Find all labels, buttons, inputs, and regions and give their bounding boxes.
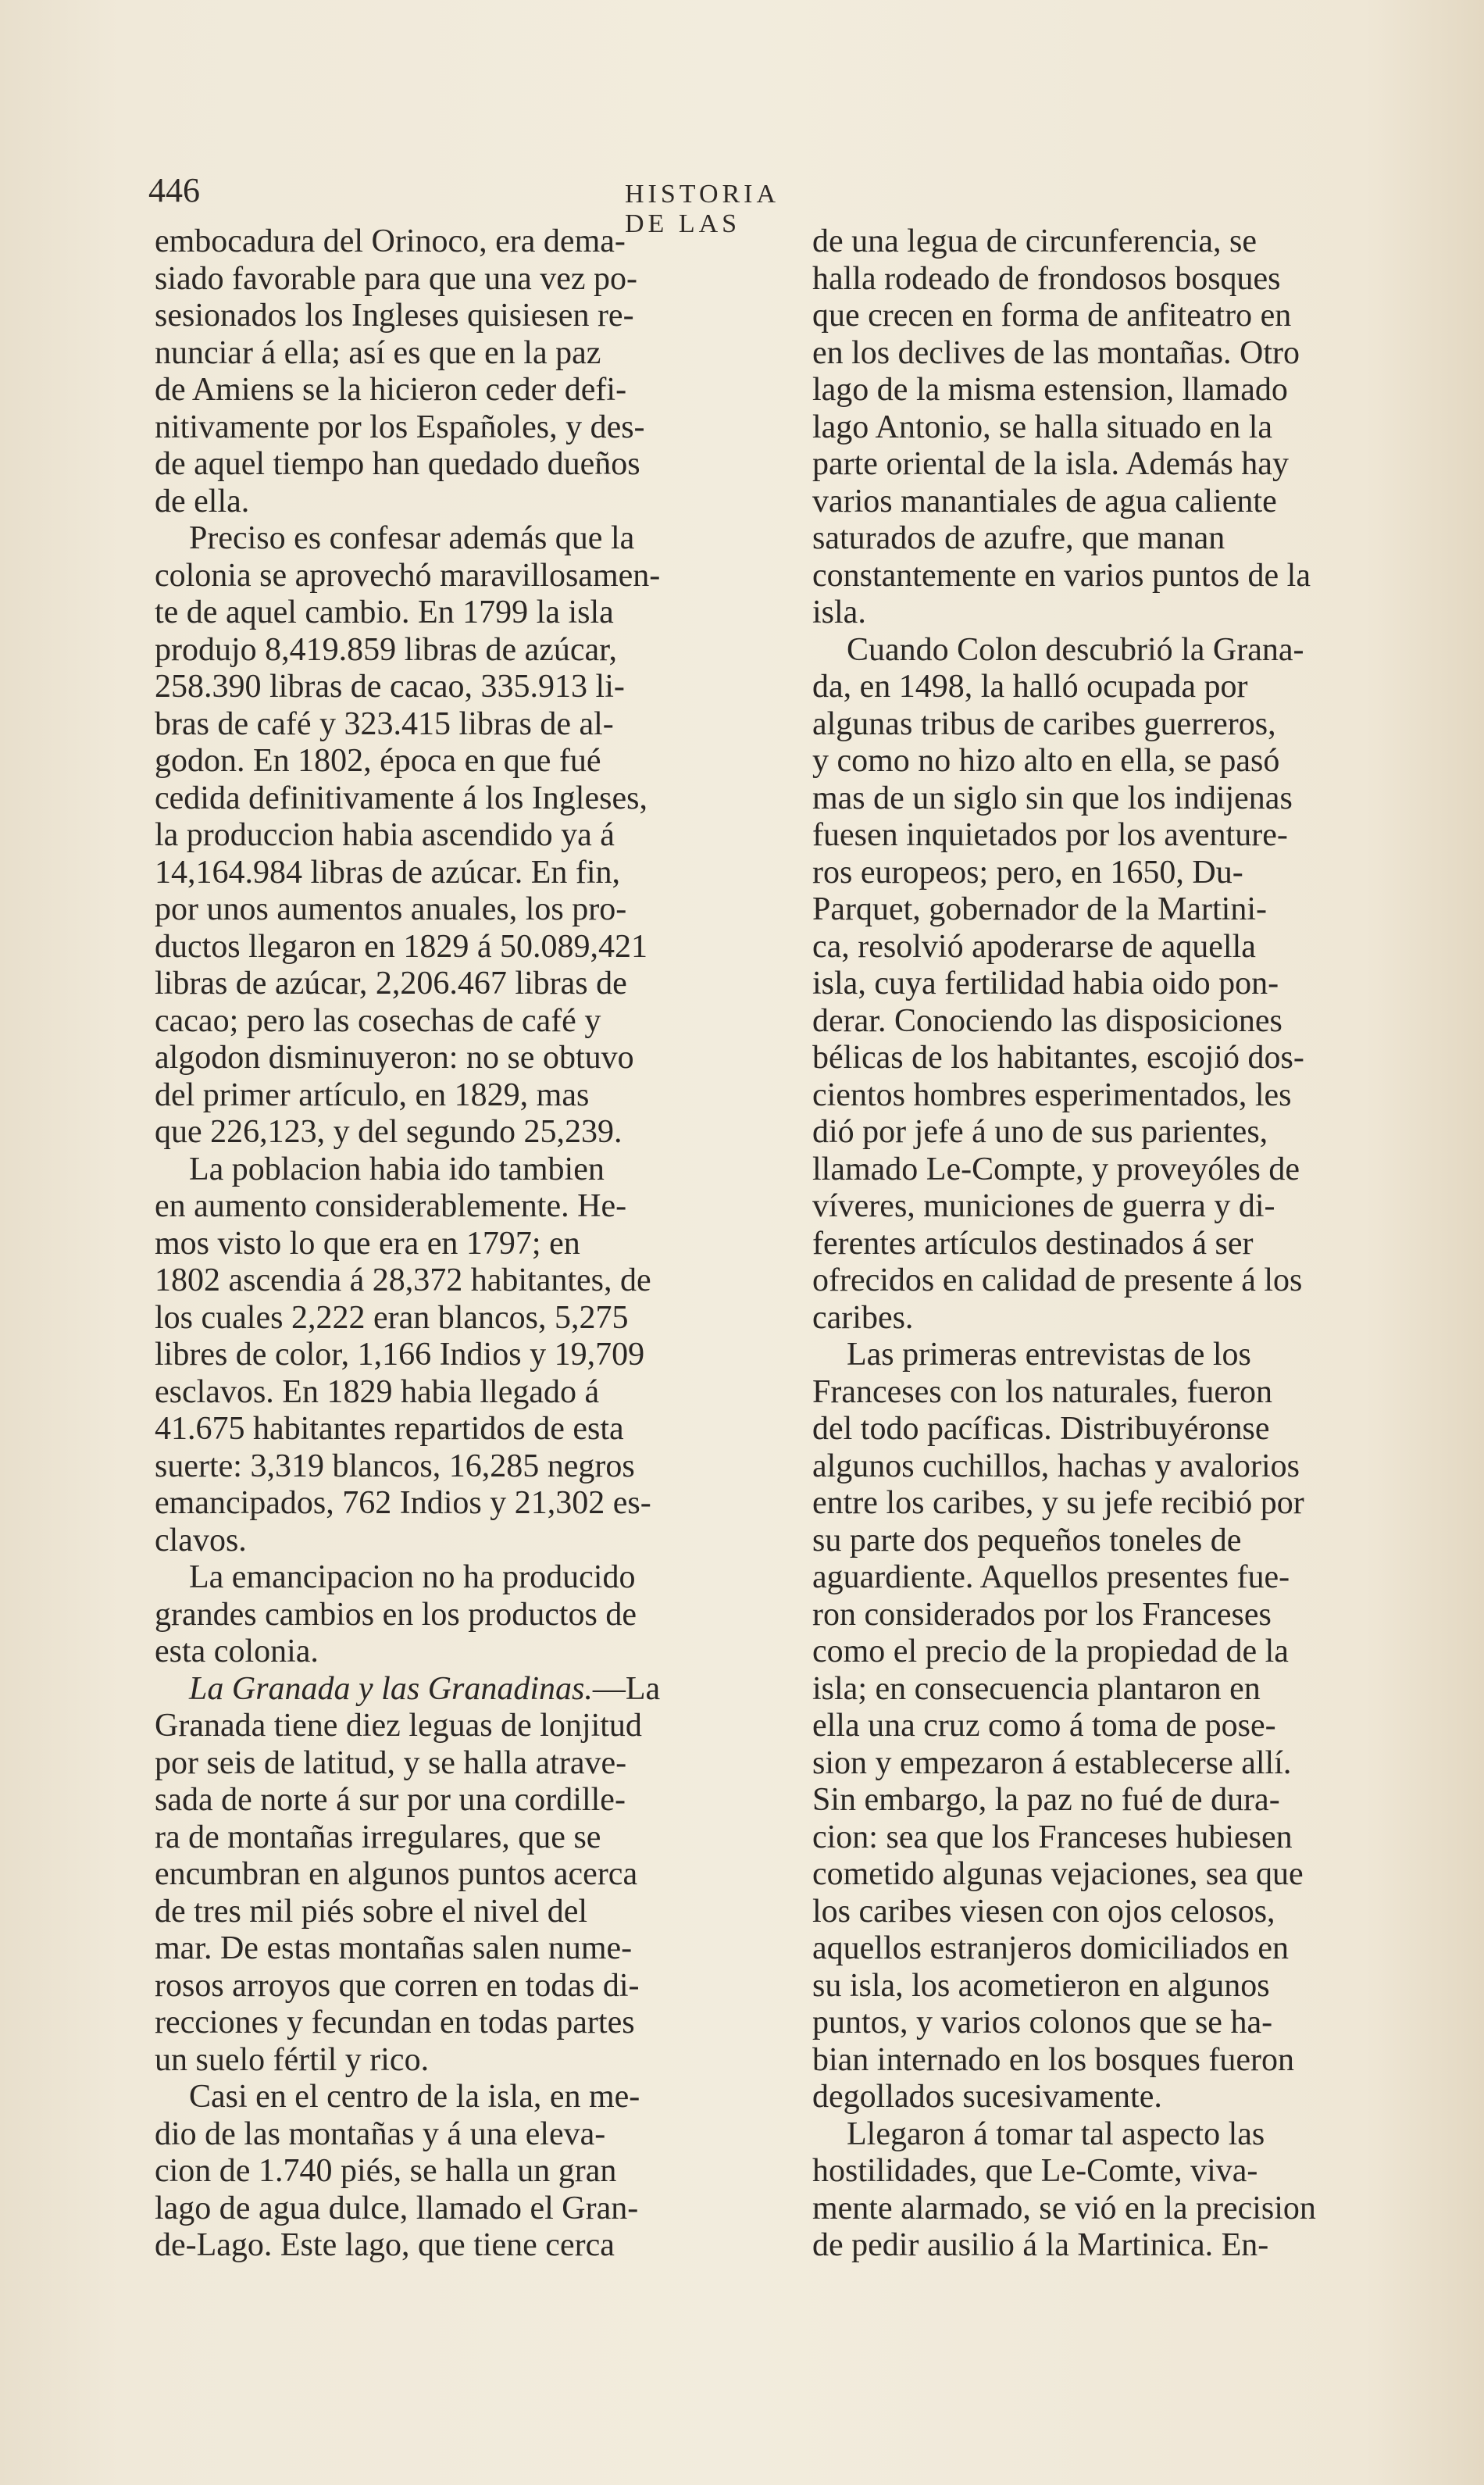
text-line: da, en 1498, la halló ocupada por — [812, 669, 1248, 705]
text-line: de pedir ausilio á la Martinica. En- — [812, 2227, 1269, 2263]
text-line: godon. En 1802, época en que fué — [155, 743, 601, 779]
text-line: Cuando Colon descubrió la Grana- — [847, 631, 1304, 668]
text-line: sada de norte á sur por una cordille- — [155, 1782, 626, 1818]
text-line: mos visto lo que era en 1797; en — [155, 1225, 580, 1262]
text-line: halla rodeado de frondosos bosques — [812, 260, 1281, 297]
text-line: 1802 ascendia á 28,372 habitantes, de — [155, 1262, 651, 1298]
text-line: por unos aumentos anuales, los pro- — [155, 891, 627, 927]
text-line: Parquet, gobernador de la Martini- — [812, 891, 1267, 927]
text-line: cacao; pero las cosechas de café y — [155, 1002, 601, 1039]
text-line: como el precio de la propiedad de la — [812, 1633, 1289, 1669]
text-line: cedida definitivamente á los Ingleses, — [155, 780, 647, 816]
text-line: entre los caribes, y su jefe recibió por — [812, 1485, 1304, 1521]
text-line: por seis de latitud, y se halla atrave- — [155, 1744, 627, 1781]
text-line: su isla, los acometieron en algunos — [812, 1967, 1270, 2004]
left-text-column — [155, 223, 779, 2265]
text-line: varios manantiales de agua caliente — [812, 483, 1277, 519]
running-title: HISTORIA DE LAS — [625, 180, 779, 238]
text-line: sesionados los Ingleses quisiesen re- — [155, 298, 634, 334]
text-line: los cuales 2,222 eran blancos, 5,275 — [155, 1299, 629, 1336]
text-line: te de aquel cambio. En 1799 la isla — [155, 594, 614, 630]
text-line: suerte: 3,319 blancos, 16,285 negros — [155, 1448, 635, 1484]
text-line: de una legua de circunferencia, se — [812, 223, 1257, 259]
text-line: cientos hombres esperimentados, les — [812, 1076, 1292, 1113]
text-line: 14,164.984 libras de azúcar. En fin, — [155, 854, 620, 891]
right-text-column — [812, 223, 1437, 2265]
section-title: La Granada y las Granadinas. — [189, 1670, 593, 1707]
text-line: saturados de azufre, que manan — [812, 520, 1225, 556]
text-line: que 226,123, y del segundo 25,239. — [155, 1114, 622, 1150]
text-line: Preciso es confesar además que la — [189, 520, 635, 556]
text-line: cometido algunas vejaciones, sea que — [812, 1856, 1304, 1892]
text-line: siado favorable para que una vez po- — [155, 260, 638, 297]
text-line: aguardiente. Aquellos presentes fue- — [812, 1559, 1290, 1595]
text-line: un suelo fértil y rico. — [155, 2041, 430, 2078]
text-line: del todo pacíficas. Distribuyéronse — [812, 1411, 1270, 1447]
text-line: bélicas de los habitantes, escojió dos- — [812, 1040, 1304, 1076]
text-line: mar. De estas montañas salen nume- — [155, 1930, 633, 1966]
text-line: lago de agua dulce, llamado el Gran- — [155, 2190, 639, 2226]
text-line: produjo 8,419.859 libras de azúcar, — [155, 631, 617, 668]
text-line: rosos arroyos que corren en todas di- — [155, 1967, 640, 2004]
text-line: colonia se aprovechó maravillosamen- — [155, 557, 661, 594]
text-line: de Amiens se la hicieron ceder defi- — [155, 372, 627, 408]
text-line: llamado Le-Compte, y proveyóles de — [812, 1151, 1300, 1187]
text-line: Llegaron á tomar tal aspecto las — [847, 2115, 1265, 2152]
text-line: su parte dos pequeños toneles de — [812, 1522, 1242, 1558]
text-line: Sin embargo, la paz no fué de dura- — [812, 1782, 1280, 1818]
text-line: dió por jefe á uno de sus parientes, — [812, 1114, 1268, 1150]
text-line: ca, resolvió apoderarse de aquella — [812, 928, 1256, 965]
text-line: y como no hizo alto en ella, se pasó — [812, 743, 1280, 779]
text-line: bian internado en los bosques fueron — [812, 2041, 1295, 2078]
text-line: ella una cruz como á toma de pose- — [812, 1708, 1276, 1744]
text-line: sion y empezaron á establecerse allí. — [812, 1744, 1292, 1781]
text-line: algunas tribus de caribes guerreros, — [812, 705, 1276, 742]
text-line: isla; en consecuencia plantaron en — [812, 1670, 1261, 1707]
text-line: mente alarmado, se vió en la precision — [812, 2190, 1316, 2226]
text-line: esclavos. En 1829 habia llegado á — [155, 1373, 600, 1410]
text-line: 258.390 libras de cacao, 335.913 li- — [155, 669, 625, 705]
text-line: libras de azúcar, 2,206.467 libras de — [155, 966, 627, 1001]
text-line: ros europeos; pero, en 1650, Du- — [812, 854, 1243, 891]
text-line: derar. Conociendo las disposiciones — [812, 1002, 1282, 1039]
text-line: esta colonia. — [155, 1633, 319, 1669]
text-line: de ella. — [155, 483, 250, 519]
text-line: de aquel tiempo han quedado dueños — [155, 446, 640, 482]
section-heading-line — [155, 1671, 779, 1708]
text-line: en aumento considerablemente. He- — [155, 1188, 627, 1224]
text-line: recciones y fecundan en todas partes — [155, 2005, 635, 2040]
text-line: bras de café y 323.415 libras de al- — [155, 705, 614, 742]
text-line: isla. — [812, 594, 866, 630]
text-line: Franceses con los naturales, fueron — [812, 1373, 1272, 1410]
text-line: Las primeras entrevistas de los — [847, 1337, 1251, 1373]
text-line: ductos llegaron en 1829 á 50.089,421 — [155, 928, 648, 965]
text-line: encumbran en algunos puntos acerca — [155, 1856, 638, 1892]
text-line: hostilidades, que Le-Comte, viva- — [812, 2153, 1258, 2189]
text-line: degollados sucesivamente. — [812, 2079, 1162, 2115]
text-line: libres de color, 1,166 Indios y 19,709 — [155, 1337, 645, 1373]
text-line: embocadura del Orinoco, era dema- — [155, 223, 626, 259]
text-line: 41.675 habitantes repartidos de esta — [155, 1411, 624, 1447]
text-line: La emancipacion no ha producido — [189, 1559, 636, 1595]
text-line: mas de un siglo sin que los indijenas — [812, 780, 1293, 816]
page-header — [148, 170, 779, 238]
text-line: puntos, y varios colonos que se ha- — [812, 2005, 1273, 2040]
text-line: que crecen en forma de anfiteatro en — [812, 298, 1292, 334]
text-line: ron considerados por los Franceses — [812, 1596, 1272, 1633]
text-line: lago Antonio, se halla situado en la — [812, 409, 1273, 445]
text-line: lago de la misma estension, llamado — [812, 372, 1288, 408]
text-line: dio de las montañas y á una eleva- — [155, 2115, 606, 2152]
text-line: víveres, municiones de guerra y di- — [812, 1188, 1275, 1224]
text-line: aquellos estranjeros domiciliados en — [812, 1930, 1290, 1966]
text-line: parte oriental de la isla. Además hay — [812, 446, 1289, 482]
text-line: constantemente en varios puntos de la — [812, 557, 1311, 594]
text-line: ofrecidos en calidad de presente á los — [812, 1262, 1303, 1298]
text-line: algunos cuchillos, hachas y avalorios — [812, 1448, 1300, 1484]
text-line: nitivamente por los Españoles, y des- — [155, 409, 645, 445]
text-line: Casi en el centro de la isla, en me- — [189, 2079, 640, 2115]
text-line: ferentes artículos destinados á ser — [812, 1225, 1254, 1262]
page-number: 446 — [148, 171, 200, 209]
text-line: la produccion habia ascendido ya á — [155, 817, 615, 853]
text-line: cion de 1.740 piés, se halla un gran — [155, 2153, 617, 2189]
text-line: en los declives de las montañas. Otro — [812, 334, 1300, 371]
text-line: Granada tiene diez leguas de lonjitud — [155, 1708, 642, 1744]
text-line: del primer artículo, en 1829, mas — [155, 1076, 590, 1113]
text-line: los caribes viesen con ojos celosos, — [812, 1893, 1275, 1930]
text-line: caribes. — [812, 1299, 914, 1336]
text-line: La poblacion habia ido tambien — [189, 1151, 605, 1187]
section-title-rest: —La — [592, 1670, 661, 1707]
text-line: fuesen inquietados por los aventure- — [812, 817, 1288, 853]
text-line: de-Lago. Este lago, que tiene cerca — [155, 2227, 615, 2263]
text-line: clavos. — [155, 1522, 247, 1558]
text-line: algodon disminuyeron: no se obtuvo — [155, 1040, 634, 1076]
text-line: de tres mil piés sobre el nivel del — [155, 1893, 588, 1930]
text-line: emancipados, 762 Indios y 21,302 es- — [155, 1485, 651, 1521]
text-line: nunciar á ella; así es que en la paz — [155, 334, 601, 371]
text-line: grandes cambios en los productos de — [155, 1596, 637, 1633]
text-line: ra de montañas irregulares, que se — [155, 1819, 601, 1855]
text-line: cion: sea que los Franceses hubiesen — [812, 1819, 1293, 1855]
text-line: isla, cuya fertilidad habia oido pon- — [812, 966, 1279, 1001]
